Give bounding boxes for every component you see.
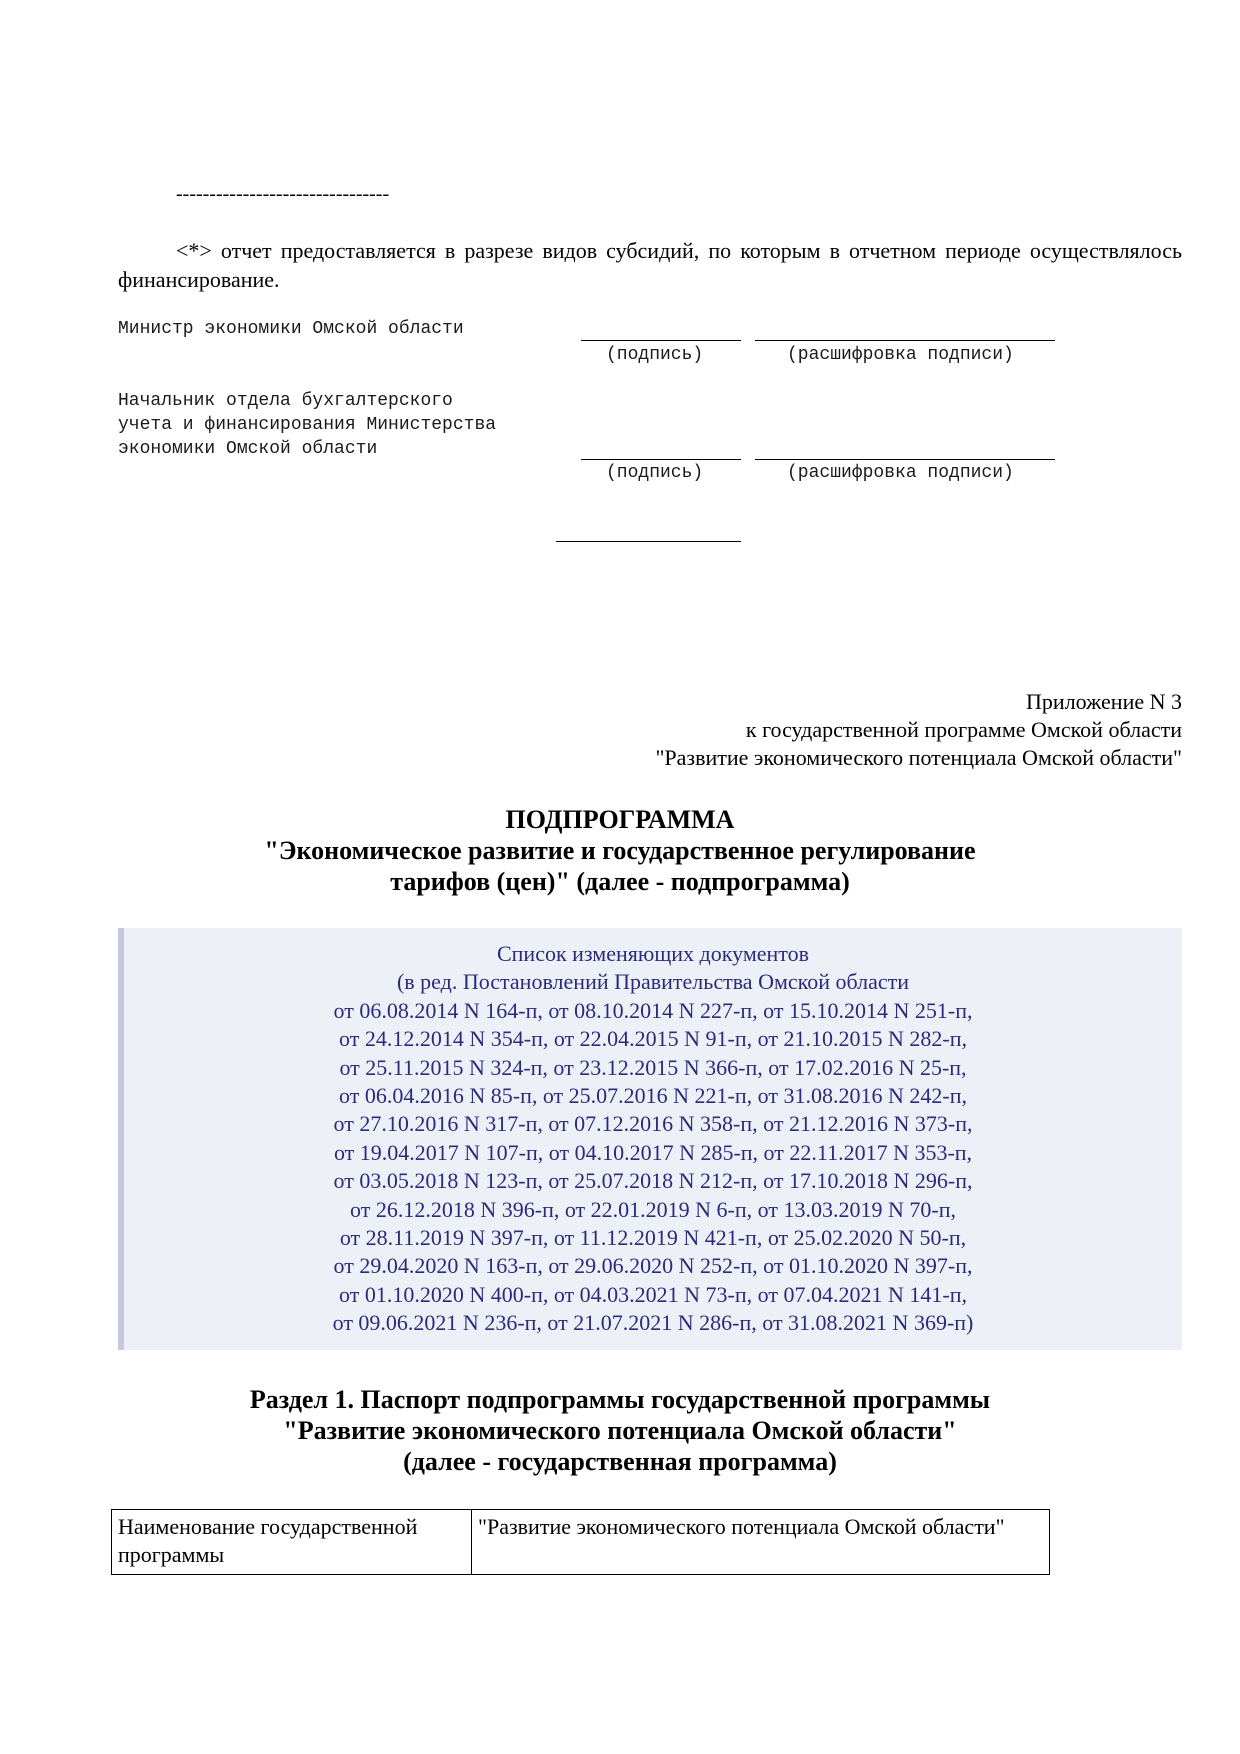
section-1-title-line-2: "Развитие экономического потенциала Омской области" [283,1416,957,1445]
changes-list-line: (в ред. Постановлений Правительства Омской области [396,969,910,995]
appendix-program-name: "Развитие экономического потенциала Омской области" [655,745,1182,770]
signer-2-position-line-3: экономики Омской области [118,439,378,459]
changes-list-heading: Список изменяющих документов [496,941,809,966]
section-1-title [0,1384,1240,1477]
appendix-program-ref: к государственной программе Омской области [745,717,1182,742]
signer-2-decoding-caption: (расшифровка подписи) [787,463,1014,483]
changes-list-line: от 01.10.2020 N 400-п, от 04.03.2021 N 73-п, от 07.04.2021 N 141-п, [339,1281,967,1307]
section-1-title-line-1: Раздел 1. Паспорт подпрограммы государственной программы [249,1385,991,1414]
signer-1-decoding-line [755,340,1055,341]
signer-2-position-line-2: учета и финансирования Министерства [118,415,497,435]
passport-label-cell: Наименование государственной программы [112,1510,472,1575]
subprogram-title-line-2: "Экономическое развитие и государственное регулирование [264,836,976,865]
changes-list-line: от 09.06.2021 N 236-п, от 21.07.2021 N 286-п, от 31.08.2021 N 369-п) [332,1310,974,1336]
subprogram-title-line-3: тарифов (цен)" (далее - подпрограмма) [390,867,850,896]
changes-list-line: от 24.12.2014 N 354-п, от 22.04.2015 N 91-п, от 21.10.2015 N 282-п, [339,1026,967,1052]
signer-1-signature-caption: (подпись) [606,345,704,365]
passport-table [111,1509,1050,1575]
changes-list-line: от 29.04.2020 N 163-п, от 29.06.2020 N 252-п, от 01.10.2020 N 397-п, [333,1253,973,1279]
changes-list-line: от 25.11.2015 N 324-п, от 23.12.2015 N 366-п, от 17.02.2016 N 25-п, [339,1054,967,1080]
changes-list-line: от 19.04.2017 N 107-п, от 04.10.2017 N 285-п, от 22.11.2017 N 353-п, [333,1139,973,1165]
footnote-separator: -------------------------------- [176,183,390,205]
signer-2-signature-caption: (подпись) [606,463,704,483]
changes-list-line: от 06.04.2016 N 85-п, от 25.07.2016 N 221-п, от 31.08.2016 N 242-п, [339,1083,967,1109]
changes-list-line: от 28.11.2019 N 397-п, от 11.12.2019 N 421-п, от 25.02.2020 N 50-п, [339,1225,967,1251]
changes-list-line: от 27.10.2016 N 317-п, от 07.12.2016 N 358-п, от 21.12.2016 N 373-п, [333,1111,973,1137]
footnote-text: <*> отчет предоставляется в разрезе видов субсидий, по которым в отчетном периоде осуществлялось финансирование. [118,238,1182,292]
signer-1-position: Министр экономики Омской области [118,319,464,339]
table-row [112,1510,1050,1575]
signer-2-position-line-1: Начальник отдела бухгалтерского [118,391,453,411]
changes-list-line: от 03.05.2018 N 123-п, от 25.07.2018 N 212-п, от 17.10.2018 N 296-п, [333,1168,973,1194]
passport-value-cell: "Развитие экономического потенциала Омской области" [472,1510,1050,1575]
signer-1-decoding-caption: (расшифровка подписи) [787,345,1014,365]
changes-list-line: от 26.12.2018 N 396-п, от 22.01.2019 N 6-п, от 13.03.2019 N 70-п, [350,1196,956,1222]
section-divider [556,541,741,542]
appendix-header [655,688,1182,772]
section-1-title-line-3: (далее - государственная программа) [403,1447,837,1476]
subprogram-title [0,804,1240,897]
changes-list [124,940,1182,1338]
changes-list-line: от 06.08.2014 N 164-п, от 08.10.2014 N 227-п, от 15.10.2014 N 251-п, [333,997,973,1023]
signer-2-signature-line [581,459,741,460]
subprogram-title-line-1: ПОДПРОГРАММА [505,805,735,834]
signer-2-decoding-line [755,459,1055,460]
signer-1-signature-line [581,340,741,341]
appendix-number: Приложение N 3 [1026,689,1182,714]
